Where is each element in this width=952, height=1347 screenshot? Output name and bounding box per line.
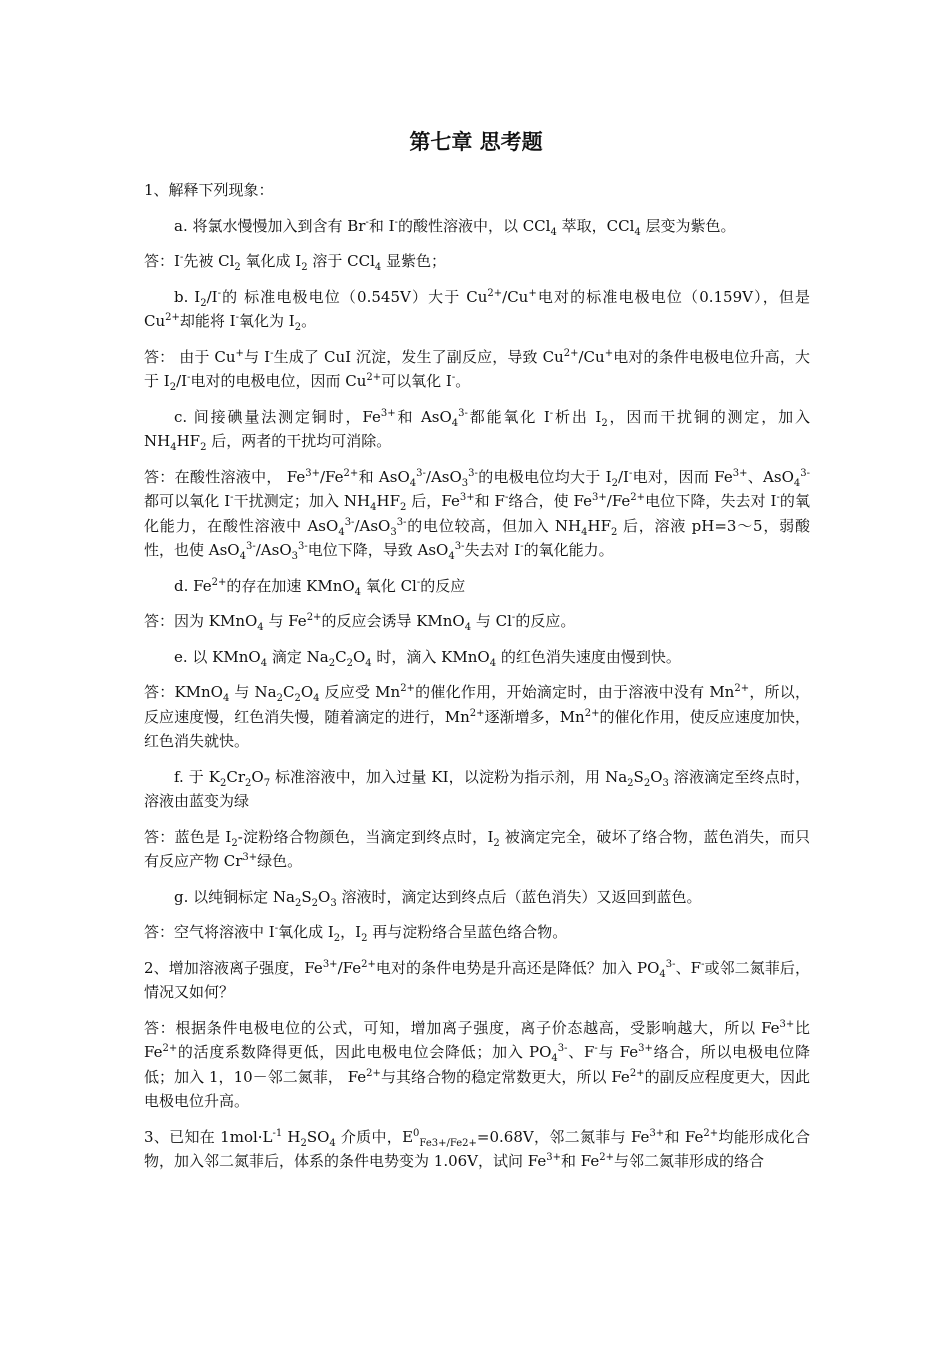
paragraph: 答：根据条件电极电位的公式，可知，增加离子强度，离子价态越高，受影响越大，所以 $Fe^{3+}$比 $Fe^{2+}$的活度系数降得更低，因此电极电位会降低；加入 $PO_4^{3-}$、F-与 $Fe^{3+}$络合，所以电极电位降低；加入 1，10－邻二氮菲， $Fe^{2+}$与其络合物的稳定常数更大，所以 $Fe^{2+}$的副反应程度更大，因此电极电位升高。 — [144, 1018, 810, 1110]
paragraph: 答：因为 KMnO$_4$ 与 $Fe^{2+}$的反应会诱导 KMnO$_4$ 与 Cl-的反应。 — [144, 612, 576, 633]
paragraph: 答：KMnO$_4$ 与 $Na_2C_2O_4$ 反应受 $Mn^{2+}$的催化作用，开始滴定时，由于溶液中没有 $Mn^{2+}$，所以，反应速度慢，红色消失慢，随着滴定的进行，$Mn^{2+}$逐渐增多，$Mn^{2+}$的催化作用，使反应速度加快，红色消失就快。 — [144, 683, 810, 750]
document-body — [144, 178, 810, 1185]
paragraph: 答：蓝色是 $I_2-$淀粉络合物颜色，当滴定到终点时，$I_2$ 被滴定完全，破坏了络合物，蓝色消失，而只有反应产物 $Cr^{3+}$绿色。 — [144, 827, 810, 870]
paragraph: 2、增加溶液离子强度，$Fe^{3+}/Fe^{2+}$电对的条件电势是升高还是降低？加入 $PO_4^{3-}$、F-或邻二氮菲后，情况又如何？ — [144, 958, 810, 1001]
paragraph: d. $Fe^{2+}$的存在加速 KMnO$_4$ 氧化 Cl-的反应 — [174, 576, 466, 598]
paragraph: f. 于 $K_2Cr_2O_7$ 标准溶液中，加入过量 KI，以淀粉为指示剂，用 $Na_2S_2O_3$ 溶液滴定至终点时，溶液由蓝变为绿 — [144, 767, 810, 810]
page-title: 第七章 思考题 — [409, 130, 543, 154]
paragraph: e. 以 KMnO$_4$ 滴定 $Na_2C_2O_4$ 时，滴入 KMnO$_4$ 的红色消失速度由慢到快。 — [174, 647, 681, 669]
paragraph: 1、解释下列现象： — [144, 181, 274, 199]
paragraph: b. $I_2/I^-$的 标准电极电位（0.545V）大于 $Cu^{2+}/Cu^+$电对的标准电极电位（0.159V），但是 $Cu^{2+}$却能将 I-氧化为 $I_2$。 — [144, 287, 810, 333]
paragraph: 答：I-先被 $Cl_2$ 氧化成 $I_2$ 溶于 CCl$_4$ 显紫色； — [144, 252, 447, 273]
paragraph: a. 将氯水慢慢加入到含有 Br-和 I-的酸性溶液中，以 CCl$_4$ 萃取，CCl$_4$ 层变为紫色。 — [174, 216, 736, 238]
paragraph: 答：在酸性溶液中， $Fe^{3+}/Fe^{2+}$和 AsO$_4^{3-}$/AsO$_3^{3-}$的电极电位均大于 $I_2/I^-$电对，因而 $Fe^{3+}$、AsO$_4^{3-}$都可以氧化 I-干扰测定；加入 $NH_4HF_2$ 后，$Fe^{3+}$和 F-络合，使 $Fe^{3+}/Fe^{2+}$电位下降，失去对 I-的氧化能力，在酸性溶液中 AsO$_4^{3-}$/AsO$_3^{3-}$的电位较高，但加入 $NH_4HF_2$ 后，溶液 pH=3～5，弱酸性，也使 AsO$_4^{3-}$/AsO$_3^{3-}$电位下降，导致 AsO$_4^{3-}$失去对 I-的氧化能力。 — [144, 467, 811, 562]
paragraph: 答：空气将溶液中 I-氧化成 $I_2$，$I_2$ 再与淀粉络合呈蓝色络合物。 — [144, 923, 568, 944]
paragraph: g. 以纯铜标定 $Na_2S_2O_3$ 溶液时，滴定达到终点后（蓝色消失）又返回到蓝色。 — [174, 887, 702, 909]
paragraph: 3、已知在 $1mol\cdot L^{-1}$ $H_2SO_4$ 介质中，$E^0_{Fe3+/Fe2+}=0.68V$，邻二氮菲与 $Fe^{3+}$和 $Fe^{2+}$均能形成化合物，加入邻二氮菲后，体系的条件电势变为 1.06V，试问 $Fe^{3+}$和 $Fe^{2+}$与邻二氮菲形成的络合 — [144, 1127, 810, 1170]
paragraph: c. 间接碘量法测定铜时，$Fe^{3+}$和 AsO$_4^{3-}$都能氧化 I-析出 $I_2$，因而干扰铜的测定，加入 $NH_4HF_2$ 后，两者的干扰均可消除。 — [144, 407, 810, 453]
paragraph: 答： 由于 Cu+与 I-生成了 CuI 沉淀，发生了副反应，导致 $Cu^{2+}/Cu^+$电对的条件电极电位升高，大于 $I_2/I^-$电对的电极电位，因而 $Cu^{2+}$可以氧化 I-。 — [144, 347, 810, 393]
